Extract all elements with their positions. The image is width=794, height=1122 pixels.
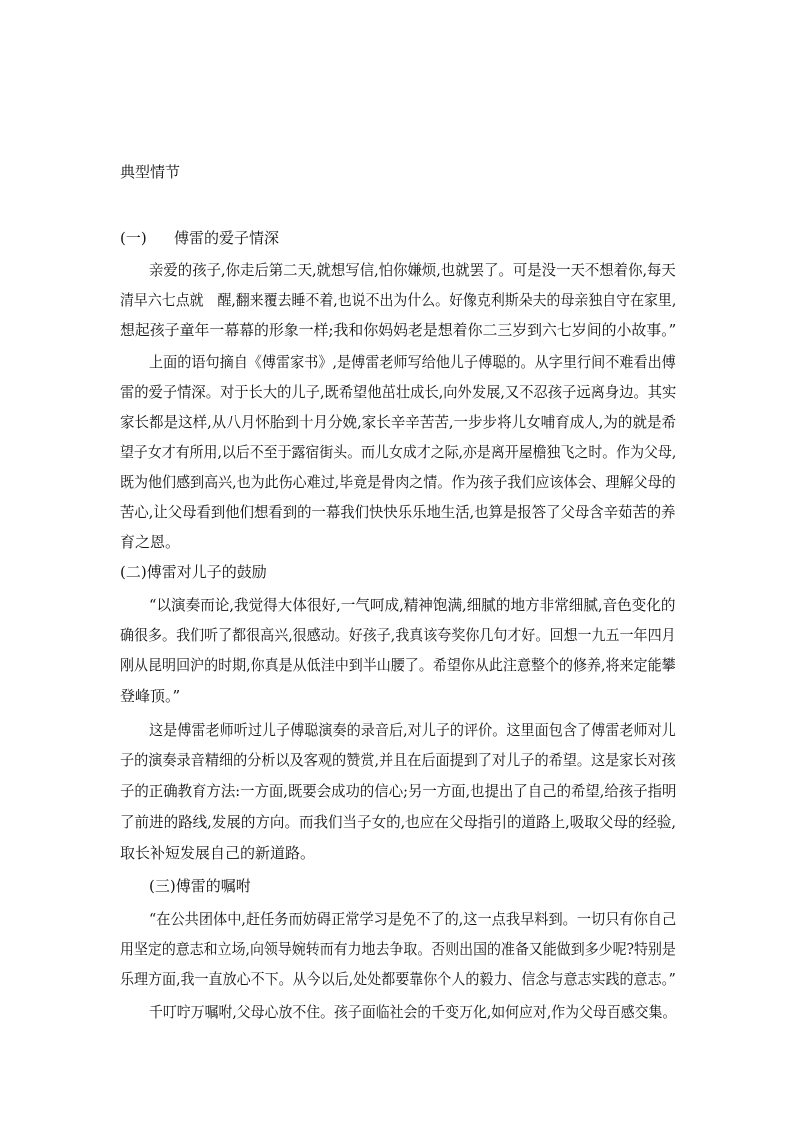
paragraph-line: 既为他们感到高兴,也为此伤心难过,毕竟是骨肉之情。作为孩子我们应该体会、理解父母的 — [120, 473, 676, 491]
document-title: 典型情节 — [120, 163, 181, 181]
paragraph-line: 确很多。我们听了都很高兴,很感动。好孩子,我真该夸奖你几句才好。回想一九五一年四月 — [120, 626, 676, 644]
paragraph-line: 清早六七点就 醒,翻来覆去睡不着,也说不出为什么。好像克利斯朵夫的母亲独自守在家里, — [120, 291, 677, 309]
paragraph-line: 乐理方面,我一直放心不下。从今以后,处处都要靠你个人的毅力、信念与意志实践的意志。” — [120, 970, 676, 988]
paragraph-line: 登峰顶。” — [120, 687, 181, 705]
section-1-number: (一) — [120, 229, 147, 247]
paragraph-line: 这是傅雷老师听过儿子傅聪演奏的录音后,对儿子的评价。这里面包含了傅雷老师对儿 — [149, 721, 676, 739]
paragraph-line: “以演奏而论,我觉得大体很好,一气呵成,精神饱满,细腻的地方非常细腻,音色变化的 — [149, 596, 676, 614]
paragraph-line: 上面的语句摘自《傅雷家书》,是傅雷老师写给他儿子傅聪的。从字里行间不难看出傅 — [149, 353, 676, 371]
paragraph-line: 亲爱的孩子,你走后第二天,就想写信,怕你嫌烦,也就罢了。可是没一天不想着你,每天 — [149, 261, 676, 279]
paragraph-line: 雷的爱子情深。对于长大的儿子,既希望他茁壮成长,向外发展,又不忍孩子远离身边。其实 — [120, 383, 677, 401]
paragraph-line: 想起孩子童年一幕幕的形象一样;我和你妈妈老是想着你二三岁到六七岁间的小故事。” — [120, 321, 677, 339]
section-3-heading: (三)傅雷的嘱咐 — [149, 877, 251, 895]
paragraph-line: 千叮咛万嘱咐,父母心放不住。孩子面临社会的千变万化,如何应对,作为父母百感交集。 — [149, 1003, 677, 1021]
paragraph-line: 子的正确教育方法:一方面,既要会成功的信心;另一方面,也提出了自己的希望,给孩子指明 — [120, 782, 677, 800]
section-1-heading — [120, 228, 279, 248]
paragraph-line: 望子女才有所用,以后不至于露宿街头。而儿女成才之际,亦是离开屋檐独飞之时。作为父母, — [120, 443, 677, 461]
paragraph-line: 家长都是这样,从八月怀胎到十月分娩,家长辛辛苦苦,一步步将儿女哺育成人,为的就是希 — [120, 413, 677, 431]
paragraph-line: 育之恩。 — [120, 533, 181, 551]
paragraph-line: 刚从昆明回沪的时期,你真是从低洼中到半山腰了。希望你从此注意整个的修养,将来定能攀 — [120, 656, 676, 674]
section-2-heading: (二)傅雷对儿子的鼓励 — [120, 563, 267, 581]
paragraph-line: 用坚定的意志和立场,向领导婉转而有力地去争取。否则出国的准备又能做到多少呢?特别是 — [120, 940, 676, 958]
paragraph-line: 子的演奏录音精细的分析以及客观的赞赏,并且在后面提到了对儿子的希望。这是家长对孩 — [120, 751, 676, 769]
paragraph-line: 取长补短发展自己的新道路。 — [120, 844, 316, 862]
paragraph-line: 了前进的路线,发展的方向。而我们当子女的,也应在父母指引的道路上,吸取父母的经验, — [120, 813, 677, 831]
paragraph-line: 苦心,让父母看到他们想看到的一幕我们快快乐乐地生活,也算是报答了父母含辛茹苦的养 — [120, 503, 676, 521]
paragraph-line: “在公共团体中,赶任务而妨碍正常学习是免不了的,这一点我早料到。一切只有你自己 — [149, 910, 677, 928]
section-1-title: 傅雷的爱子情深 — [174, 229, 280, 247]
